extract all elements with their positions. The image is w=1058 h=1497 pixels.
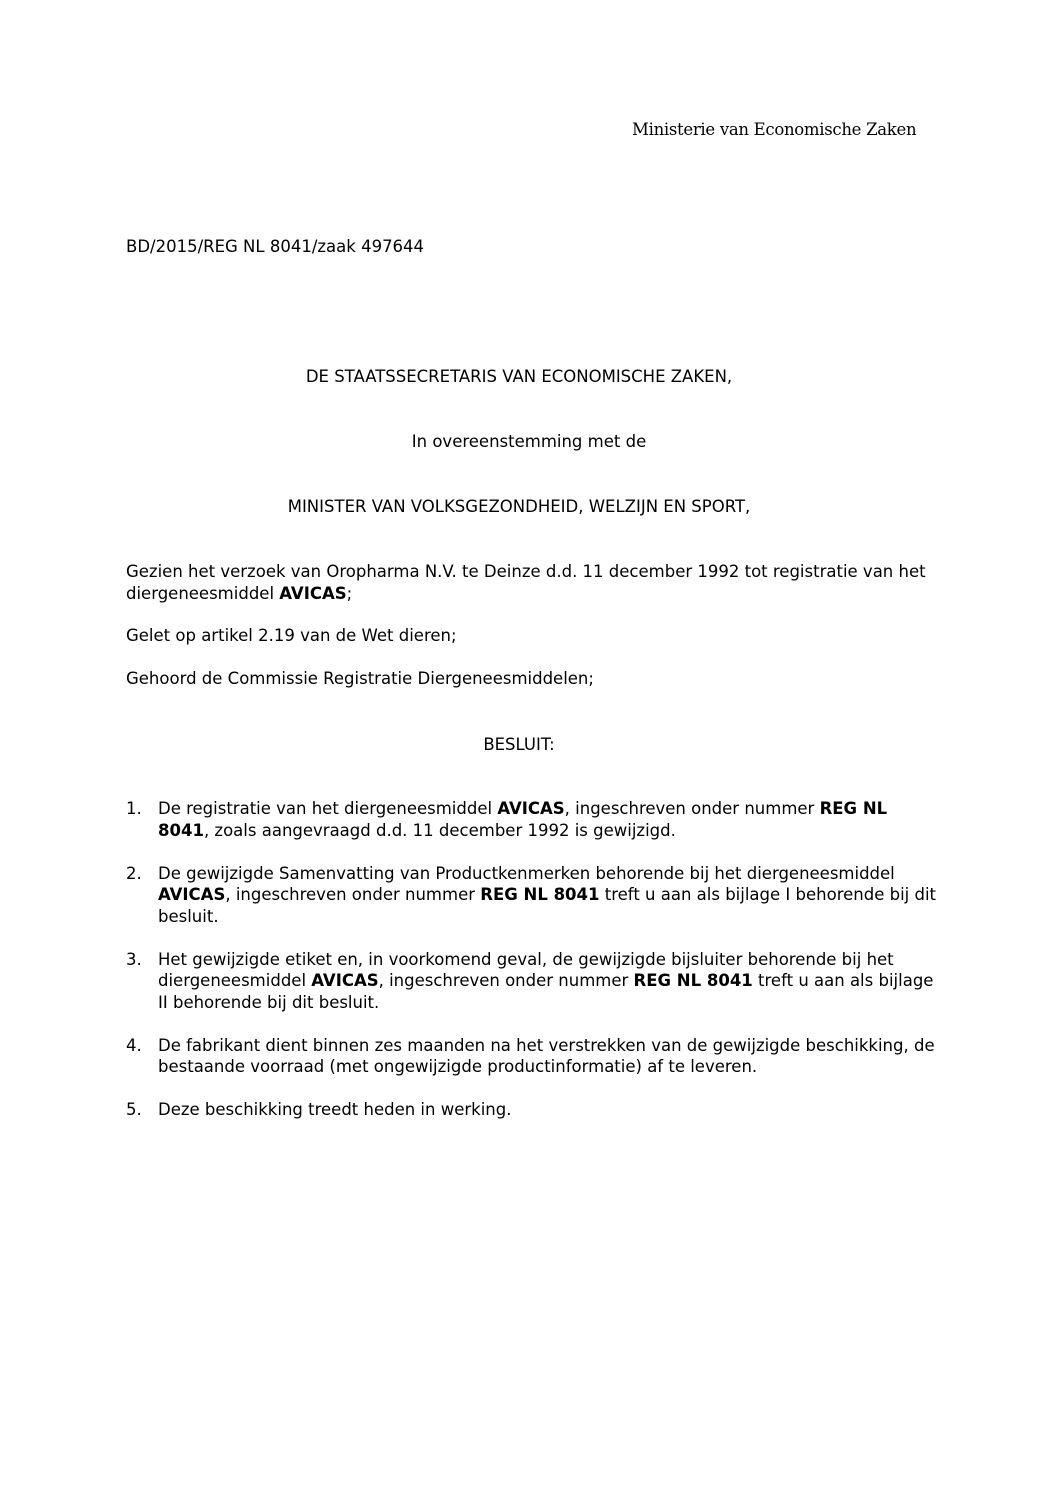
- decision-list: [126, 798, 938, 1142]
- item-text: De gewijzigde Samenvatting van Productkenmerken behorende bij het diergeneesmiddel: [158, 863, 895, 883]
- item-text: , ingeschreven onder nummer: [564, 799, 820, 818]
- list-item: [126, 863, 938, 928]
- request-paragraph: [126, 561, 938, 604]
- item-text: De fabrikant dient binnen zes maanden na het verstrekken van de gewijzigde beschikking, de bestaande voorraad (met ongewijzigde productinformatie) af te leveren.: [158, 1035, 935, 1076]
- item-number: 5.: [126, 1100, 142, 1119]
- item-text: Deze beschikking treedt heden in werking.: [158, 1100, 512, 1119]
- request-text: Gezien het verzoek van Oropharma N.V. te Deinze d.d. 11 december 1992 tot registratie van het diergeneesmiddel: [126, 562, 926, 603]
- item-registration-number: REG NL 8041: [480, 885, 600, 904]
- request-end: ;: [346, 583, 353, 603]
- item-product: AVICAS: [311, 971, 379, 990]
- item-text: treft u aan als bijlage I behorende bij dit besluit.: [158, 885, 937, 926]
- minister-heading: MINISTER VAN VOLKSGEZONDHEID, WELZIJN EN SPORT,: [287, 497, 751, 516]
- item-text: , ingeschreven onder nummer: [225, 885, 481, 904]
- item-number: 1.: [126, 799, 142, 818]
- item-text: , ingeschreven onder nummer: [378, 971, 634, 990]
- case-reference: BD/2015/REG NL 8041/zaak 497644: [126, 237, 425, 256]
- item-text: De registratie van het diergeneesmiddel: [158, 799, 498, 818]
- item-registration-number: REG NL 8041: [633, 971, 753, 990]
- item-number: 2.: [126, 863, 142, 883]
- secretary-heading: DE STAATSSECRETARIS VAN ECONOMISCHE ZAKEN,: [305, 367, 733, 386]
- item-text: treft u aan als bijlage II behorende bij dit besluit.: [158, 971, 934, 1012]
- decision-label: BESLUIT:: [483, 735, 555, 754]
- item-product: AVICAS: [497, 799, 565, 818]
- item-text: Het gewijzigde etiket en, in voorkomend geval, de gewijzigde bijsluiter behorende bij het diergeneesmiddel: [158, 949, 894, 990]
- list-item: [126, 1035, 938, 1078]
- agreement-line: In overeenstemming met de: [411, 432, 647, 451]
- item-number: 4.: [126, 1035, 142, 1055]
- item-product: AVICAS: [158, 885, 226, 904]
- list-item: [126, 1099, 938, 1121]
- law-paragraph: Gelet op artikel 2.19 van de Wet dieren;: [126, 626, 457, 645]
- item-text: , zoals aangevraagd d.d. 11 december 1992 is gewijzigd.: [203, 820, 676, 840]
- list-item: [126, 798, 938, 841]
- ministry-name: Ministerie van Economische Zaken: [632, 120, 917, 139]
- item-registration-number: REG NL 8041: [158, 799, 888, 840]
- committee-paragraph: Gehoord de Commissie Registratie Diergeneesmiddelen;: [126, 669, 594, 688]
- list-item: [126, 949, 938, 1014]
- item-number: 3.: [126, 949, 142, 969]
- request-product: AVICAS: [279, 583, 347, 603]
